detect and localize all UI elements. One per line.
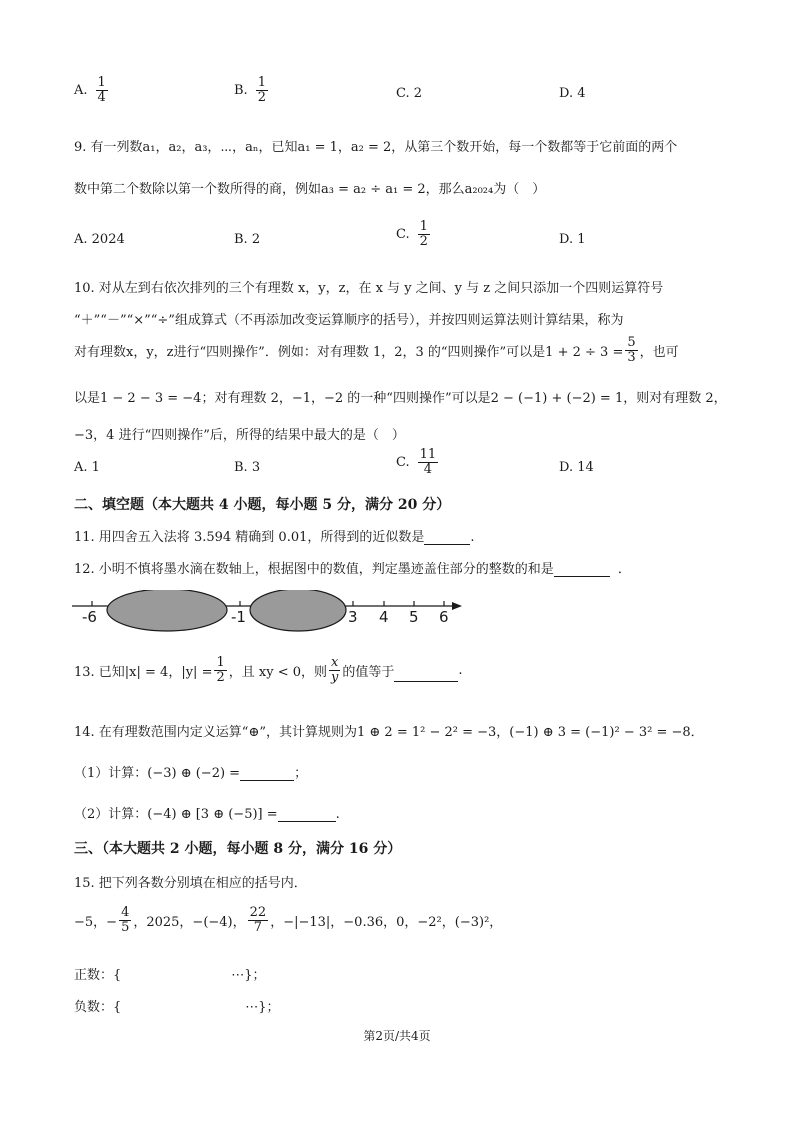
q10-option-a: A. 1 <box>74 460 100 475</box>
option-label: B. <box>234 82 248 98</box>
q9-option-d: D. 1 <box>559 232 586 247</box>
q10-line1: 10. 对从左到右依次排列的三个有理数 x，y，z，在 x 与 y 之间、y 与 z 之间只添加一个四则运算符号 <box>74 281 664 296</box>
q8-option-c: C. 2 <box>396 86 423 101</box>
tick-label: -1 <box>231 608 246 626</box>
answer-blank <box>394 669 458 682</box>
q10-option-c: C. $\frac{11}{4}$ <box>396 447 437 477</box>
tick-label: 6 <box>439 608 449 626</box>
q9-option-b: B. 2 <box>234 232 261 247</box>
q15-text: 15. 把下列各数分别填在相应的括号内． <box>74 876 307 891</box>
tick-label: 4 <box>379 608 389 626</box>
q15-numbers: −5，− $\frac{4}{5}$ ，2025，−(−4)， $\frac{22}{7}$ ，−|−13|，−0.36，0，−2²，(−3)²， <box>74 905 503 935</box>
answer-blank <box>554 564 610 577</box>
fraction: $\frac{5}{3}$ <box>627 335 636 365</box>
q10-line3: 对有理数x，y，z进行“四则操作”．例如：对有理数 1，2，3 的“四则操作”可以是1 + 2 ÷ 3 = $\frac{5}{3}$ ，也可 <box>74 335 679 365</box>
answer-blank <box>278 809 336 822</box>
tick-label: 3 <box>348 608 358 626</box>
q15-negative: 负数：{ ⋯}； <box>74 1000 280 1015</box>
q14-sub1: （1）计算：(−3) ⊕ (−2) = ； <box>74 766 308 781</box>
ink-blot-left <box>107 590 227 631</box>
q8-option-a <box>74 76 110 104</box>
q9-option-c: C. $\frac{1}{2}$ <box>396 219 428 249</box>
page-footer: 第2页/共4页 <box>363 1029 431 1043</box>
q13: 13. 已知|x| = 4，|y| = $\frac{1}{2}$ ，且 xy < 0，则 $\frac{x}{y}$ 的值等于 . <box>74 655 463 685</box>
q14-line1: 14. 在有理数范围内定义运算“⊕”，其计算规则为1 ⊕ 2 = 1² − 2² = −3，(−1) ⊕ 3 = (−1)² − 3² = −8． <box>74 725 704 740</box>
q14-sub2: （2）计算：(−4) ⊕ [3 ⊕ (−5)] = . <box>74 807 340 822</box>
q9-option-a: A. 2024 <box>74 232 125 247</box>
fraction: $\frac{1}{2}$ <box>257 75 266 105</box>
q15-positive: 正数：{ ⋯}； <box>74 968 266 983</box>
q8-option-b <box>234 76 270 104</box>
q11: 11. 用四舍五入法将 3.594 精确到 0.01，所得到的近似数是 . <box>74 530 475 545</box>
q9-line1: 9. 有一列数a₁，a₂，a₃，⋯，aₙ，已知a₁ = 1，a₂ = 2，从第三个数开始，每一个数都等于它前面的两个 <box>74 140 678 155</box>
fraction: $\frac{1}{4}$ <box>97 75 106 105</box>
fraction: $\frac{x}{y}$ <box>331 655 339 685</box>
q8-option-d: D. 4 <box>559 86 586 101</box>
ink-blot-right <box>250 590 346 631</box>
tick-label: -6 <box>82 608 97 626</box>
fraction: $\frac{11}{4}$ <box>419 447 437 477</box>
option-label: A. <box>74 82 88 98</box>
answer-blank <box>240 768 294 781</box>
answer-blank <box>424 532 470 545</box>
q12: 12. 小明不慎将墨水滴在数轴上，根据图中的数值，判定墨迹盖住部分的整数的和是 ． <box>74 562 631 577</box>
section3-heading: 三、（本大题共 2 小题，每小题 8 分，满分 16 分） <box>74 841 402 857</box>
arrow-head-icon <box>452 602 462 610</box>
q10-line2: “＋”“－”“×”“÷”组成算式（不再添加改变运算顺序的括号），并按四则运算法则计算结果，称为 <box>74 313 624 328</box>
fraction: $\frac{1}{2}$ <box>419 219 428 249</box>
q10-option-d: D. 14 <box>559 460 594 475</box>
section2-heading: 二、填空题（本大题共 4 小题，每小题 5 分，满分 20 分） <box>74 497 451 513</box>
tick-label: 5 <box>409 608 419 626</box>
q9-line2: 数中第二个数除以第一个数所得的商，例如a₃ = a₂ ÷ a₁ = 2，那么a₂₀₂₄为（ ） <box>74 182 546 197</box>
q10-option-b: B. 3 <box>234 460 261 475</box>
fraction: $\frac{22}{7}$ <box>249 905 267 935</box>
q10-line4: 以是1 − 2 − 3 = −4；对有理数 2，−1，−2 的一种“四则操作”可以是2 − (−1) + (−2) = 1，则对有理数 2， <box>74 391 727 406</box>
q10-line5: −3，4 进行“四则操作”后，所得的结果中最大的是（ ） <box>74 428 405 443</box>
fraction: $\frac{1}{2}$ <box>216 655 225 685</box>
fraction: $\frac{4}{5}$ <box>121 905 130 935</box>
